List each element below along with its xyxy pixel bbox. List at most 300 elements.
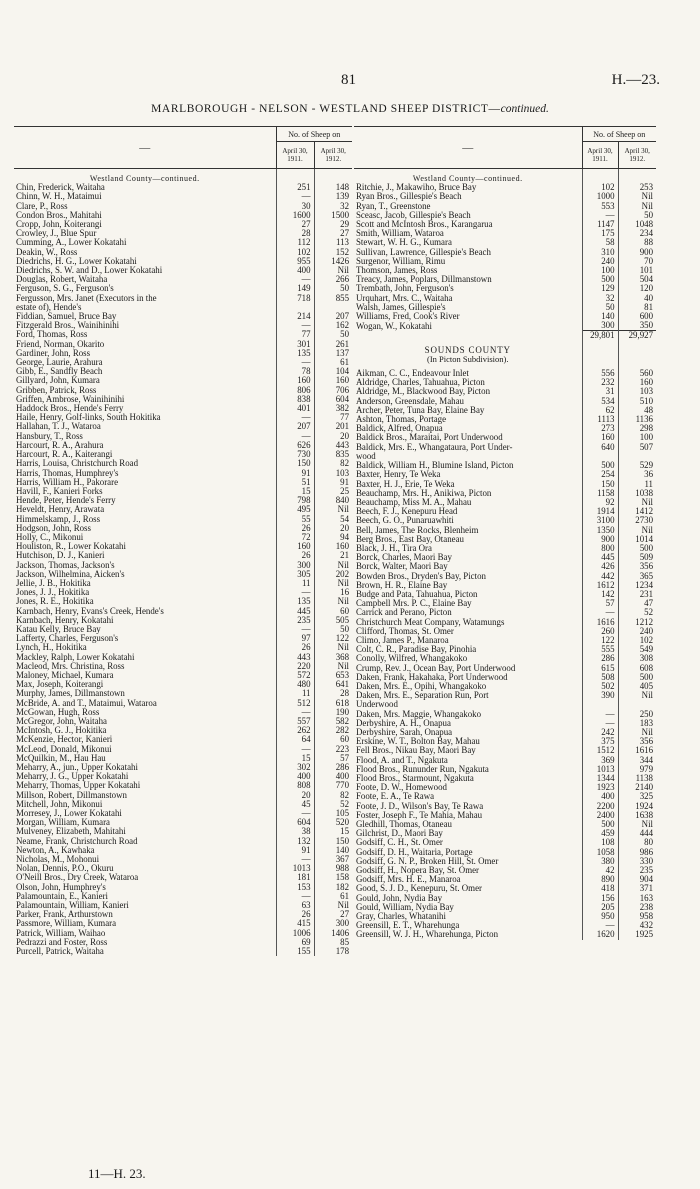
- owner-name: McIntosh, G. J., Hokitika: [16, 726, 107, 736]
- sheep-1912: 2140: [618, 783, 656, 792]
- table-row: [14, 229, 352, 238]
- sheep-1911: 390: [582, 691, 618, 700]
- owner-name: Houliston, R., Lower Kokatahi: [16, 542, 126, 552]
- table-row: [14, 349, 352, 358]
- left-table-body: [14, 169, 352, 957]
- table-row: [354, 618, 656, 627]
- owner-name: Godsiff, H., Nopera Bay, St. Omer: [356, 866, 479, 876]
- sheep-1912: 21: [314, 551, 352, 560]
- owner-name: Ferguson, S. G., Ferguson's: [16, 284, 114, 294]
- sheep-1911: 604: [276, 818, 314, 827]
- owner-name: Borck, Charles, Maori Bay: [356, 553, 452, 563]
- sheep-1911: 175: [582, 229, 618, 238]
- table-row: [354, 461, 656, 470]
- header-1911: April 30, 1911.: [582, 142, 618, 169]
- owner-name: Condon Bros., Mahitahi: [16, 210, 102, 220]
- table-row: [14, 791, 352, 800]
- header-blank: —: [14, 127, 276, 169]
- table-row: [354, 838, 656, 847]
- sheep-1912: 32: [314, 202, 352, 211]
- sheep-1912: 282: [314, 726, 352, 735]
- table-row: [14, 689, 352, 698]
- sheep-1911: —: [276, 432, 314, 441]
- owner-name: Ryan Bros., Gillespie's Beach: [356, 192, 462, 202]
- table-row: [14, 469, 352, 478]
- table-row: [354, 303, 656, 312]
- sheep-1911: —: [276, 809, 314, 818]
- sheep-1911: 500: [582, 275, 618, 284]
- sheep-1911: 555: [582, 645, 618, 654]
- sheep-1912: Nil: [314, 597, 352, 606]
- sheep-1912: Nil: [314, 266, 352, 275]
- sheep-1912: 1616: [618, 746, 656, 755]
- sheep-1911: 553: [582, 202, 618, 211]
- sheep-1911: 1923: [582, 783, 618, 792]
- sheep-1912: 618: [314, 699, 352, 708]
- sheep-1911: 260: [582, 627, 618, 636]
- sheep-1911: 122: [582, 636, 618, 645]
- owner-name: wood: [356, 451, 376, 461]
- total-1912: 29,927: [618, 331, 656, 341]
- sheep-1912: 52: [314, 800, 352, 809]
- owner-name: Beech, G. O., Punaruawhiti: [356, 516, 454, 526]
- sheep-1911: 129: [582, 284, 618, 293]
- owner-name: Gilchrist, D., Maori Bay: [356, 829, 443, 839]
- header-1912: April 30, 1912.: [618, 142, 656, 169]
- table-row: [14, 542, 352, 551]
- table-row: [14, 846, 352, 855]
- table-row: [14, 321, 352, 330]
- table-row: [14, 257, 352, 266]
- sheep-1911: —: [276, 892, 314, 901]
- owner-name: Gledhill, Thomas, Otaneau: [356, 820, 452, 830]
- owner-name: Deakin, W., Ross: [16, 247, 78, 257]
- sheep-1912: Nil: [314, 561, 352, 570]
- sheep-1911: —: [582, 921, 618, 930]
- section-heading: Westland County—continued.: [412, 174, 523, 183]
- sheep-1911: 445: [582, 553, 618, 562]
- sheep-1911: 55: [276, 515, 314, 524]
- sheep-1912: 770: [314, 781, 352, 790]
- sheep-1912: Nil: [618, 820, 656, 829]
- sheep-1911: 11: [276, 689, 314, 698]
- owner-name: Black, J. H., Tira Ora: [356, 543, 432, 553]
- table-row: [354, 443, 656, 452]
- owner-name: Gray, Charles, Whatanihi: [356, 912, 446, 922]
- table-row: [354, 275, 656, 284]
- sheep-1912: Nil: [618, 728, 656, 737]
- owner-name: Ritchie, J., Makawiho, Bruce Bay: [356, 183, 477, 193]
- sheep-1912: 356: [618, 737, 656, 746]
- sheep-1912: 152: [314, 248, 352, 257]
- table-row: [14, 404, 352, 413]
- table-row: [14, 597, 352, 606]
- sheep-1911: 91: [276, 846, 314, 855]
- owner-name: Jones, R. E., Hokitika: [16, 597, 94, 607]
- table-row: [14, 763, 352, 772]
- sheep-1912: 505: [314, 616, 352, 625]
- sheep-1911: 1600: [276, 211, 314, 220]
- sheep-1911: 369: [582, 756, 618, 765]
- sheep-1912: 50: [314, 330, 352, 339]
- sheep-1911: 1013: [582, 765, 618, 774]
- sheep-1911: 950: [582, 912, 618, 921]
- sheep-1911: 838: [276, 395, 314, 404]
- owner-name: Sullivan, Lawrence, Gillespie's Beach: [356, 247, 491, 257]
- right-table-body: [354, 169, 656, 940]
- table-row: [354, 369, 656, 378]
- table-row: [354, 562, 656, 571]
- sheep-1912: 27: [314, 229, 352, 238]
- owner-name: Daken, Mrs. E., Separation Run, Port: [356, 691, 489, 701]
- sheep-1911: [582, 700, 618, 709]
- owner-name: Godsiff, G. N. P., Broken Hill, St. Omer: [356, 856, 499, 866]
- owner-name: Foster, Joseph F., Te Mahia, Mahau: [356, 810, 483, 820]
- owner-name: Harcourt, R. A., Arahura: [16, 440, 104, 450]
- left-column: [14, 126, 352, 956]
- table-row: [354, 636, 656, 645]
- table-row: [14, 395, 352, 404]
- sheep-1912: 608: [618, 664, 656, 673]
- owner-name: Cumming, A., Lower Kokatahi: [16, 238, 127, 248]
- sheep-1911: [276, 303, 314, 312]
- sheep-1911: 900: [582, 535, 618, 544]
- sheep-1912: 82: [314, 791, 352, 800]
- table-row: [354, 202, 656, 211]
- owner-name: Harcourt, R. A., Kaiterangi: [16, 450, 113, 460]
- sheep-1912: 520: [314, 818, 352, 827]
- sheep-1912: 102: [618, 636, 656, 645]
- sheep-1912: 150: [314, 837, 352, 846]
- sheep-1912: 1412: [618, 507, 656, 516]
- sheep-1911: 400: [582, 792, 618, 801]
- owner-name: Patrick, William, Waihao: [16, 928, 106, 938]
- sheep-1912: 1138: [618, 774, 656, 783]
- owner-name: Brown, H. R., Elaine Bay: [356, 580, 448, 590]
- sheep-1911: 1616: [582, 618, 618, 627]
- owner-name: Morgan, William, Kumara: [16, 818, 110, 828]
- table-row: [14, 616, 352, 625]
- owner-name: Max, Joseph, Koiterangi: [16, 680, 104, 690]
- table-row: [354, 397, 656, 406]
- sheep-1912: 835: [314, 450, 352, 459]
- right-table: [354, 126, 656, 940]
- table-row: [354, 480, 656, 489]
- table-row: [14, 487, 352, 496]
- sheep-1912: 1500: [314, 211, 352, 220]
- sheep-1911: 160: [582, 433, 618, 442]
- owner-name: Crump, Rev. J., Ocean Bay, Port Underwood: [356, 663, 516, 673]
- owner-name: Morresey, J., Lower Kokatahi: [16, 809, 122, 819]
- table-row: [14, 827, 352, 836]
- sheep-1912: Nil: [314, 579, 352, 588]
- sheep-1911: 20: [276, 791, 314, 800]
- owner-name: Jackson, Thomas, Jackson's: [16, 560, 115, 570]
- table-row: [354, 719, 656, 728]
- sheep-1911: 26: [276, 551, 314, 560]
- sheep-1911: 445: [276, 607, 314, 616]
- sheep-1912: 57: [314, 754, 352, 763]
- table-row: [354, 857, 656, 866]
- table-row: [14, 726, 352, 735]
- table-row: [354, 645, 656, 654]
- owner-name: Lynch, H., Hokitika: [16, 643, 87, 653]
- sheep-1912: 549: [618, 645, 656, 654]
- sheep-1911: 806: [276, 386, 314, 395]
- sheep-1912: 162: [314, 321, 352, 330]
- sheep-1911: 235: [276, 616, 314, 625]
- sheep-1912: 182: [314, 883, 352, 892]
- table-row: [354, 654, 656, 663]
- page-title: [0, 103, 700, 115]
- table-row: [14, 570, 352, 579]
- sheep-1911: 3100: [582, 516, 618, 525]
- sheep-1911: 1158: [582, 489, 618, 498]
- table-row: [354, 321, 656, 331]
- table-row: [354, 691, 656, 700]
- sheep-1911: 155: [276, 947, 314, 956]
- table-row: [354, 930, 656, 939]
- owner-name: Colt, C. R., Paradise Bay, Pinohia: [356, 645, 477, 655]
- sheep-1911: 955: [276, 257, 314, 266]
- sheep-1912: 706: [314, 386, 352, 395]
- sheep-1911: 251: [276, 183, 314, 192]
- sheep-1912: Nil: [618, 192, 656, 201]
- sheep-1912: 582: [314, 717, 352, 726]
- sheep-1911: —: [582, 211, 618, 220]
- owner-name: Borck, Walter, Maori Bay: [356, 562, 448, 572]
- table-row: [14, 284, 352, 293]
- table-row: [354, 238, 656, 247]
- sheep-1912: 48: [618, 406, 656, 415]
- table-row: [354, 664, 656, 673]
- sheep-1912: 178: [314, 947, 352, 956]
- table-row: [354, 211, 656, 220]
- sheep-1911: 77: [276, 330, 314, 339]
- table-row: [14, 818, 352, 827]
- owner-name: Neame, Frank, Christchurch Road: [16, 836, 138, 846]
- sheep-1912: 298: [618, 424, 656, 433]
- sheep-1912: 105: [314, 809, 352, 818]
- sheep-1911: —: [582, 710, 618, 719]
- owner-name: Gardiner, John, Ross: [16, 348, 91, 358]
- sheep-1911: 512: [276, 699, 314, 708]
- owner-name: Godsiff, Mrs. H. E., Manaroa: [356, 875, 461, 885]
- sheep-1911: —: [276, 321, 314, 330]
- owner-name: Surgenor, William, Rimu: [356, 256, 446, 266]
- table-row: [354, 682, 656, 691]
- sheep-1911: 220: [276, 662, 314, 671]
- sheep-1911: 310: [582, 248, 618, 257]
- owner-name: Newton, A., Kawhaka: [16, 845, 95, 855]
- sheep-1912: 122: [314, 634, 352, 643]
- owner-name: Bowden Bros., Dryden's Bay, Picton: [356, 571, 486, 581]
- owner-name: Palamountain, E., Kanieri: [16, 891, 108, 901]
- owner-name: Karnbach, Henry, Evans's Creek, Hende's: [16, 606, 164, 616]
- table-row: [14, 340, 352, 349]
- sheep-1912: 325: [618, 792, 656, 801]
- table-row: [14, 330, 352, 339]
- table-row: [14, 781, 352, 790]
- table-row: [14, 625, 352, 634]
- table-row: [354, 220, 656, 229]
- sheep-1911: 730: [276, 450, 314, 459]
- owner-name: Campbell Mrs. P. C., Elaine Bay: [356, 599, 472, 609]
- owner-name: Baxter, Henry, Te Weka: [356, 470, 441, 480]
- sheep-1911: 92: [582, 498, 618, 507]
- sheep-1912: 36: [618, 470, 656, 479]
- table-row: [14, 717, 352, 726]
- sheep-1912: 50: [314, 625, 352, 634]
- owner-name: Walsh, James, Gillespie's: [356, 302, 446, 312]
- table-row: [354, 553, 656, 562]
- sheep-1911: 808: [276, 781, 314, 790]
- table-row: [14, 708, 352, 717]
- sheep-1911: 156: [582, 894, 618, 903]
- owner-name: Lafferty, Charles, Ferguson's: [16, 634, 119, 644]
- table-row: [14, 515, 352, 524]
- sheep-1911: 1350: [582, 526, 618, 535]
- sheep-1911: 1914: [582, 507, 618, 516]
- sheep-1911: —: [582, 719, 618, 728]
- sheep-1911: 1512: [582, 746, 618, 755]
- sheep-1912: 529: [618, 461, 656, 470]
- sheep-1911: 273: [582, 424, 618, 433]
- sheep-1911: 415: [276, 919, 314, 928]
- table-row: [354, 820, 656, 829]
- sheep-1912: 904: [618, 875, 656, 884]
- table-row: [14, 441, 352, 450]
- table-row: [354, 608, 656, 617]
- sheep-1911: 135: [276, 597, 314, 606]
- owner-name: Parker, Frank, Arthurstown: [16, 910, 113, 920]
- sheep-1912: 330: [618, 857, 656, 866]
- header-1912: April 30, 1912.: [314, 142, 352, 169]
- sheep-1911: 254: [582, 470, 618, 479]
- owner-name: O'Neill Bros., Dry Creek, Wataroa: [16, 873, 139, 883]
- owner-name: Havill, F., Kanieri Forks: [16, 486, 103, 496]
- table-row: [14, 413, 352, 422]
- sheep-1912: 979: [618, 765, 656, 774]
- sheep-1912: 356: [618, 562, 656, 571]
- owner-name: Carrick and Perano, Picton: [356, 608, 452, 618]
- sheep-1911: 240: [582, 257, 618, 266]
- table-row: [354, 746, 656, 755]
- table-row: [14, 855, 352, 864]
- sheep-1911: 375: [582, 737, 618, 746]
- title-continued: continued.: [500, 103, 549, 115]
- page-reference: H.—23.: [611, 72, 660, 88]
- sheep-1911: 615: [582, 664, 618, 673]
- total-1911: 29,801: [582, 331, 618, 341]
- section-heading: Westland County—continued.: [89, 174, 200, 183]
- header-group: No. of Sheep on: [276, 127, 352, 142]
- owner-name: McBride, A. and T., Mataimui, Wataroa: [16, 698, 157, 708]
- sheep-1911: 153: [276, 883, 314, 892]
- owner-name: Williams, Fred, Cook's River: [356, 312, 460, 322]
- table-row: [14, 367, 352, 376]
- owner-name: Baldick, Mrs. E., Whangataura, Port Under-: [356, 442, 513, 452]
- sheep-1912: 120: [618, 284, 656, 293]
- table-row: [14, 837, 352, 846]
- table-row: [354, 590, 656, 599]
- owner-name: Meharry, A., jun., Upper Kokatahi: [16, 763, 138, 772]
- owner-name: Daken, Mrs. Maggie, Whangakoko: [356, 709, 482, 719]
- owner-name: Crowley, J., Blue Spur: [16, 229, 97, 239]
- table-row: [14, 643, 352, 652]
- sheep-1911: 150: [276, 459, 314, 468]
- owner-name: Wogan, W., Kokatahi: [356, 321, 432, 331]
- owner-name: Daken, Mrs. E., Opihi, Whangakoko: [356, 681, 487, 691]
- sheep-1911: 300: [582, 321, 618, 331]
- owner-name: Ryan, T., Greenstone: [356, 201, 431, 211]
- sheep-1912: Nil: [618, 202, 656, 211]
- owner-name: Fitzgerald Bros., Wainihinihi: [16, 321, 120, 331]
- table-row: [14, 478, 352, 487]
- owner-name: Haile, Henry, Golf-links, South Hokitika: [16, 413, 161, 423]
- sheep-1912: 350: [618, 321, 656, 331]
- sheep-1911: 640: [582, 443, 618, 452]
- table-row: [14, 607, 352, 616]
- sheep-1912: 1212: [618, 618, 656, 627]
- table-row: [14, 211, 352, 220]
- table-row: [354, 866, 656, 875]
- owner-name: Budge and Pata, Tahuahua, Picton: [356, 589, 478, 599]
- sheep-1911: 142: [582, 590, 618, 599]
- sheep-1912: 986: [618, 848, 656, 857]
- table-row: [14, 910, 352, 919]
- sheep-1912: 160: [618, 378, 656, 387]
- sheep-1912: 80: [618, 838, 656, 847]
- sheep-1912: 163: [618, 894, 656, 903]
- table-row: [14, 303, 352, 312]
- table-row: [354, 192, 656, 201]
- table-row: [354, 257, 656, 266]
- sheep-1911: 27: [276, 220, 314, 229]
- owner-name: Chin, Frederick, Waitaha: [16, 183, 105, 193]
- owner-name: Greensill, W. J. H., Wharehunga, Picton: [356, 930, 499, 940]
- sheep-1912: 1048: [618, 220, 656, 229]
- owner-name: Beauchamp, Miss M. A., Mahau: [356, 497, 472, 507]
- owner-name: Trembath, John, Ferguson's: [356, 284, 454, 294]
- sheep-1912: 382: [314, 404, 352, 413]
- sheep-1912: 148: [314, 183, 352, 192]
- owner-name: Friend, Norman, Okarito: [16, 339, 105, 349]
- sheep-1911: —: [276, 708, 314, 717]
- sheep-1912: 365: [618, 572, 656, 581]
- sheep-1912: 82: [314, 459, 352, 468]
- sheep-1912: 500: [618, 673, 656, 682]
- owner-name: Nolan, Dennis, P.O., Okuru: [16, 864, 114, 874]
- table-row: [354, 387, 656, 396]
- table-row: [14, 376, 352, 385]
- table-row: [14, 873, 352, 882]
- table-row: [354, 737, 656, 746]
- sheep-1911: 11: [276, 579, 314, 588]
- owner-name: Passmore, William, Kumara: [16, 919, 117, 929]
- table-row: [14, 919, 352, 928]
- page-footer: 11—H. 23.: [88, 1166, 146, 1181]
- sheep-1911: 890: [582, 875, 618, 884]
- owner-name: Christchurch Meat Company, Watamungs: [356, 617, 505, 627]
- sheep-1911: 1344: [582, 774, 618, 783]
- table-row: [354, 284, 656, 293]
- sheep-1911: 205: [582, 903, 618, 912]
- sheep-1912: 60: [314, 735, 352, 744]
- owner-name: McGregor, John, Waitaha: [16, 716, 107, 726]
- owner-name: Fell Bros., Nikau Bay, Maori Bay: [356, 746, 476, 756]
- table-row: [14, 809, 352, 818]
